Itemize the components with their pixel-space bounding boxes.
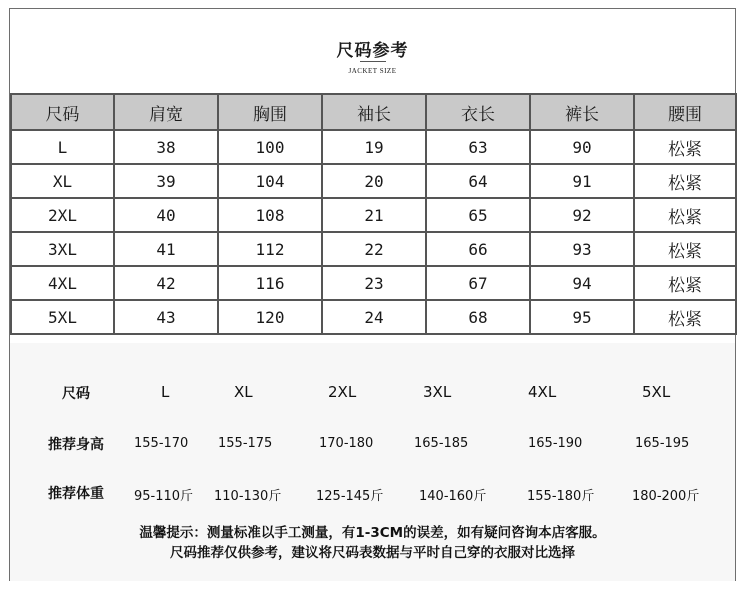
recommend-weight: 110-130斤 [214, 489, 282, 504]
title-divider [360, 61, 386, 62]
recommend-size: 4XL [528, 383, 557, 401]
table-cell: 95 [530, 300, 634, 334]
table-cell: 松紧 [634, 300, 736, 334]
recommend-weight: 180-200斤 [632, 489, 700, 504]
recommend-size: L [161, 383, 170, 401]
table-cell: 19 [322, 130, 426, 164]
table-cell: 23 [322, 266, 426, 300]
table-cell: 64 [426, 164, 530, 198]
table-row [11, 300, 736, 334]
table-header-row [11, 94, 736, 130]
recommend-size: 3XL [423, 383, 452, 401]
table-cell: 92 [530, 198, 634, 232]
table-cell: L [11, 130, 114, 164]
table-cell: 120 [218, 300, 322, 334]
recommend-weight: 95-110斤 [134, 489, 194, 504]
recommend-size-label: 尺码 [62, 386, 90, 402]
table-cell: 90 [530, 130, 634, 164]
title-block [10, 9, 735, 93]
table-cell: 104 [218, 164, 322, 198]
recommend-height: 155-170 [134, 436, 189, 451]
table-cell: 42 [114, 266, 218, 300]
table-cell: 21 [322, 198, 426, 232]
table-cell: 63 [426, 130, 530, 164]
table-cell: 40 [114, 198, 218, 232]
table-cell: 68 [426, 300, 530, 334]
table-row [11, 164, 736, 198]
size-chart-sheet [9, 8, 736, 581]
table-row [11, 266, 736, 300]
table-cell: 112 [218, 232, 322, 266]
recommend-height: 165-190 [528, 436, 583, 451]
table-cell: 松紧 [634, 164, 736, 198]
table-cell: 5XL [11, 300, 114, 334]
column-header: 腰围 [634, 94, 736, 130]
recommend-weight: 125-145斤 [316, 489, 384, 504]
table-cell: XL [11, 164, 114, 198]
table-cell: 松紧 [634, 266, 736, 300]
recommend-height: 165-185 [414, 436, 469, 451]
table-cell: 松紧 [634, 130, 736, 164]
table-cell: 38 [114, 130, 218, 164]
table-cell: 4XL [11, 266, 114, 300]
table-cell: 94 [530, 266, 634, 300]
recommend-height-label: 推荐身高 [48, 437, 104, 453]
table-cell: 松紧 [634, 232, 736, 266]
table-cell: 66 [426, 232, 530, 266]
table-cell: 67 [426, 266, 530, 300]
recommend-height: 165-195 [635, 436, 690, 451]
column-header: 肩宽 [114, 94, 218, 130]
table-cell: 2XL [11, 198, 114, 232]
table-cell: 91 [530, 164, 634, 198]
table-cell: 松紧 [634, 198, 736, 232]
table-cell: 93 [530, 232, 634, 266]
table-cell: 24 [322, 300, 426, 334]
recommend-weight-label: 推荐体重 [48, 486, 104, 502]
table-cell: 43 [114, 300, 218, 334]
recommend-size: 5XL [642, 383, 671, 401]
size-table [10, 93, 737, 335]
column-header: 裤长 [530, 94, 634, 130]
recommendation-panel [10, 343, 735, 581]
table-cell: 22 [322, 232, 426, 266]
table-cell: 39 [114, 164, 218, 198]
notice-line: 温馨提示：测量标准以手工测量，有1-3CM的误差，如有疑问咨询本店客服。 [139, 525, 606, 541]
recommend-size: XL [234, 383, 253, 401]
table-row [11, 198, 736, 232]
column-header: 尺码 [11, 94, 114, 130]
table-cell: 108 [218, 198, 322, 232]
recommend-height: 170-180 [319, 436, 374, 451]
table-cell: 116 [218, 266, 322, 300]
table-cell: 65 [426, 198, 530, 232]
recommend-height: 155-175 [218, 436, 273, 451]
notice-line: 尺码推荐仅供参考，建议将尺码表数据与平时自己穿的衣服对比选择 [170, 545, 575, 561]
table-cell: 3XL [11, 232, 114, 266]
column-header: 胸围 [218, 94, 322, 130]
recommend-size: 2XL [328, 383, 357, 401]
page-subtitle: JACKET SIZE [348, 67, 397, 75]
recommend-weight: 155-180斤 [527, 489, 595, 504]
table-row [11, 130, 736, 164]
table-row [11, 232, 736, 266]
table-cell: 41 [114, 232, 218, 266]
column-header: 袖长 [322, 94, 426, 130]
page-title: 尺码参考 [336, 41, 409, 61]
table-cell: 20 [322, 164, 426, 198]
table-cell: 100 [218, 130, 322, 164]
column-header: 衣长 [426, 94, 530, 130]
recommend-weight: 140-160斤 [419, 489, 487, 504]
